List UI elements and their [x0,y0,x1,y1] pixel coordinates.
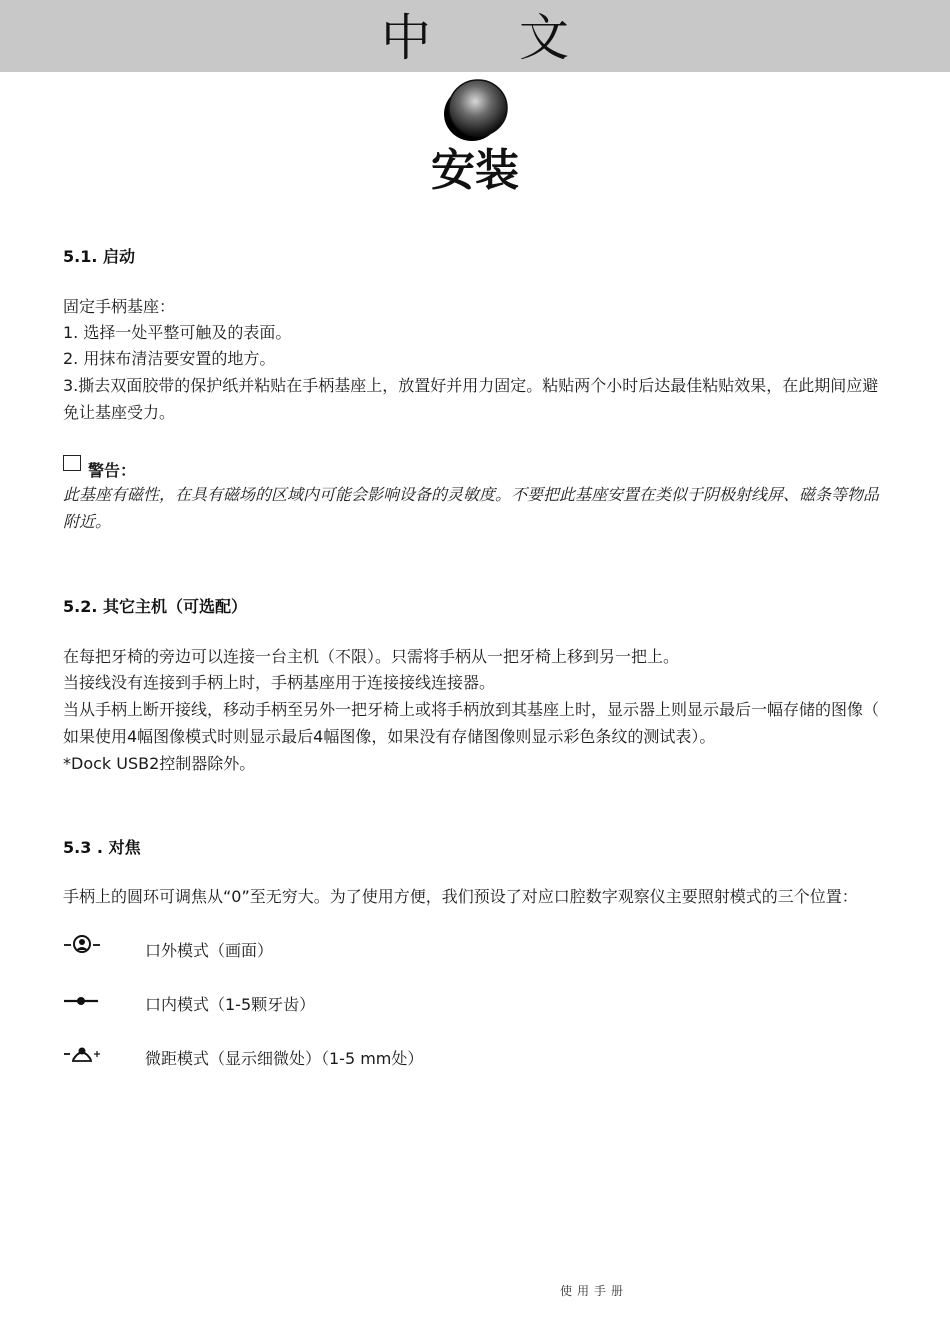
hosts-line-4: 如果使用4幅图像模式时则显示最后4幅图像，如果没有存储图像则显示彩色条纹的测试表）。 [63,727,716,746]
section-heading-5-2: 5.2. 其它主机（可选配） [63,597,247,616]
step-3-line-2: 免让基座受力。 [63,403,176,422]
section-heading-5-1: 5.1. 启动 [63,247,135,266]
mode-label-macro: 微距模式（显示细微处）（1-5 mm处） [145,1049,424,1068]
warning-label: 警告： [88,461,137,480]
page-title: 安装 [431,145,519,196]
warning-line-2: 附近。 [63,512,112,531]
mount-intro: 固定手柄基座： [63,297,176,316]
warning-box-icon [63,455,81,471]
hosts-line-2: 当接线没有连接到手柄上时，手柄基座用于连接接线连接器。 [63,673,496,692]
step-1: 1. 选择一处平整可触及的表面。 [63,323,292,342]
step-3-line-1: 3.撕去双面胶带的保护纸并粘贴在手柄基座上，放置好并用力固定。粘贴两个小时后达最佳粘贴效果，在此期间应避 [63,376,879,395]
focus-intro: 手柄上的圆环可调焦从“0”至无穷大。为了使用方便，我们预设了对应口腔数字观察仪主要照射模式的三个位置： [63,887,858,906]
sphere-icon [442,78,510,142]
hosts-line-3: 当从手柄上断开接线，移动手柄至另外一把牙椅上或将手柄放到其基座上时，显示器上则显示最后一幅存储的图像（ [63,700,880,719]
mode-label-extraoral: 口外模式（画面） [145,941,274,960]
face-mode-icon [62,934,102,956]
step-2: 2. 用抹布清洁要安置的地方。 [63,349,276,368]
warning-line-1: 此基座有磁性，在具有磁场的区域内可能会影响设备的灵敏度。不要把此基座安置在类似于阴极射线屏、磁条等物品 [63,485,880,504]
language-title: 中 文 [381,9,605,67]
footer-manual-label: 使用手册 [559,1284,628,1298]
hosts-line-5: *Dock USB2控制器除外。 [63,754,256,773]
section-heading-5-3: 5.3 . 对焦 [63,838,141,857]
hosts-line-1: 在每把牙椅的旁边可以连接一台主机（不限）。只需将手柄从一把牙椅上移到另一把上。 [63,647,680,666]
tooth-line-mode-icon [62,990,102,1012]
mode-label-intraoral: 口内模式（1-5颗牙齿） [145,995,316,1014]
macro-mode-icon [62,1043,102,1065]
